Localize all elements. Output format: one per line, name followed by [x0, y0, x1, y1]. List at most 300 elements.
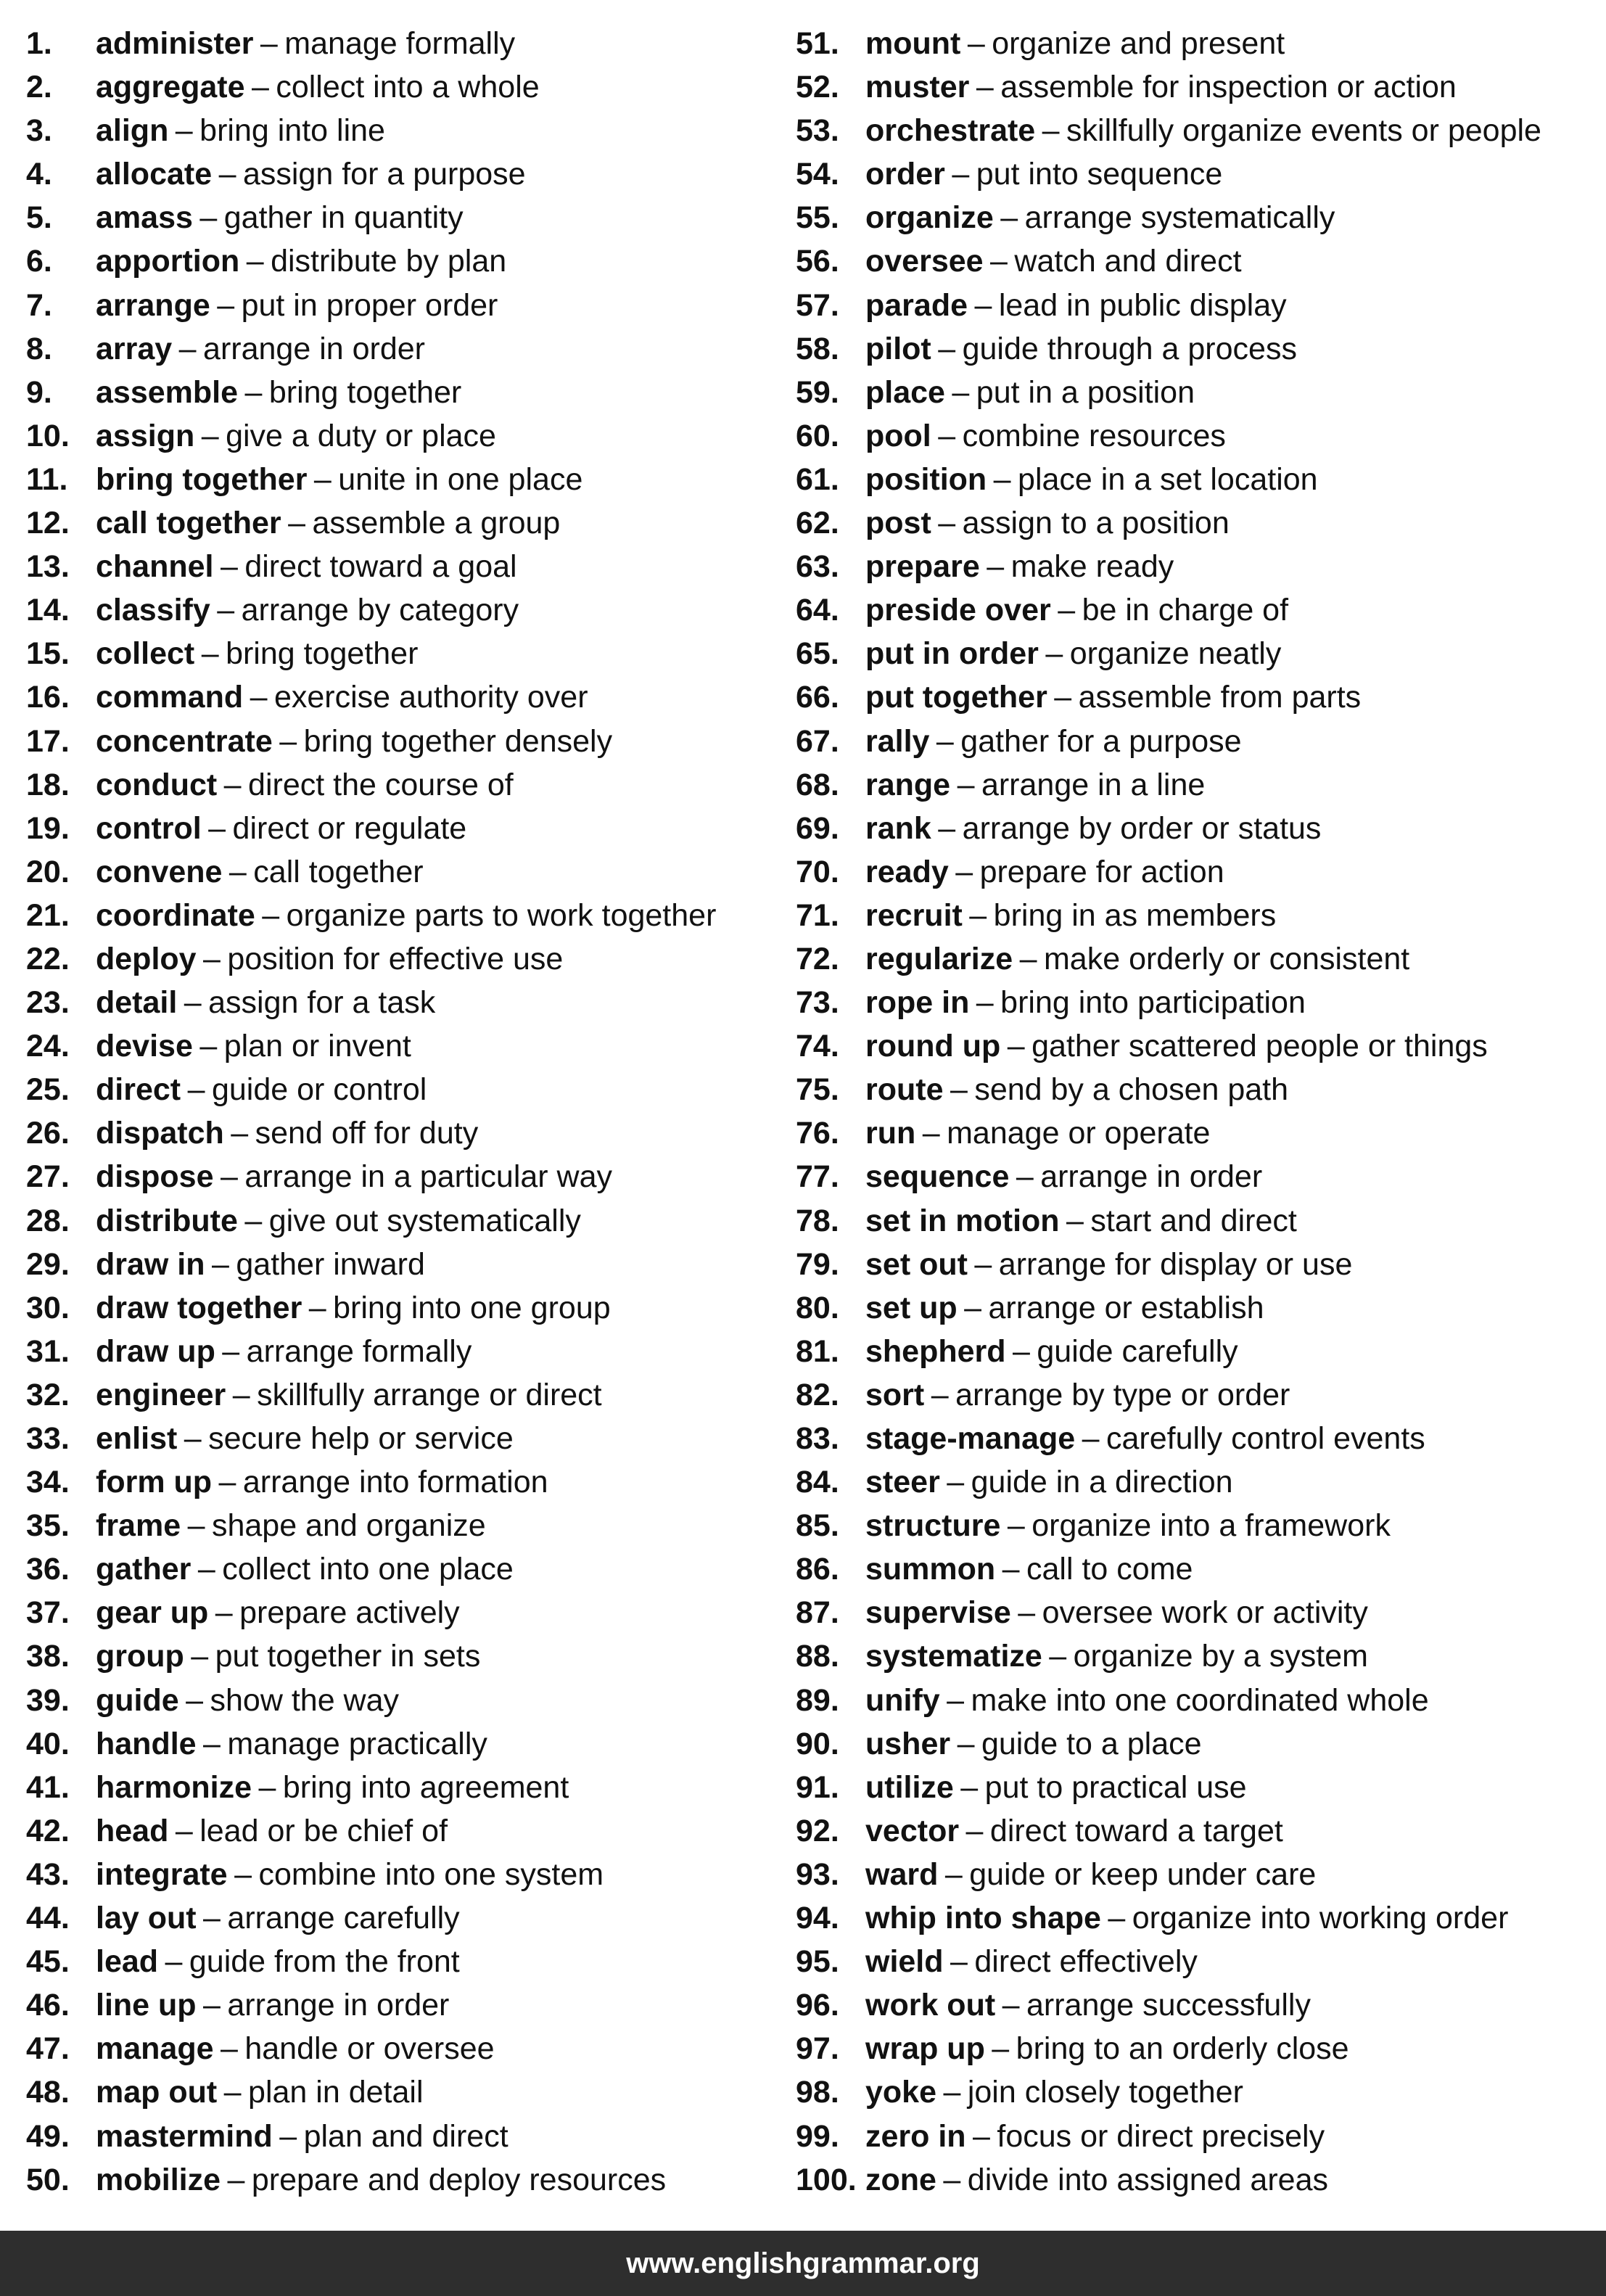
item-separator: –	[313, 461, 332, 497]
item-word: integrate	[96, 1856, 228, 1892]
item-word: line up	[96, 1988, 197, 2023]
item-separator: –	[1002, 1988, 1020, 2023]
item-word: wield	[865, 1944, 944, 1980]
list-item	[26, 327, 781, 371]
item-word: map out	[96, 2075, 218, 2110]
item-word: yoke	[865, 2075, 937, 2110]
item-separator: –	[944, 1856, 963, 1892]
item-word: shepherd	[865, 1333, 1006, 1369]
item-definition: focus or direct precisely	[997, 2118, 1325, 2154]
item-separator: –	[201, 418, 219, 453]
list-item	[26, 414, 781, 458]
item-definition: give out systematically	[268, 1203, 581, 1238]
item-number: 13.	[26, 549, 70, 585]
list-item	[796, 1504, 1606, 1547]
item-word: frame	[96, 1508, 181, 1544]
item-separator: –	[976, 70, 994, 105]
item-definition: guide carefully	[1037, 1333, 1238, 1369]
item-number: 25.	[26, 1072, 70, 1108]
item-separator: –	[308, 1290, 326, 1325]
item-number: 32.	[26, 1377, 70, 1412]
item-definition: put into sequence	[976, 157, 1223, 192]
item-word: vector	[865, 1813, 960, 1848]
item-number: 11.	[26, 461, 68, 497]
item-word: mobilize	[96, 2162, 221, 2197]
list-item	[26, 807, 781, 850]
item-word: set up	[865, 1290, 958, 1325]
list-item	[26, 1983, 781, 2027]
list-item	[796, 327, 1606, 371]
item-definition: organize by a system	[1073, 1639, 1368, 1674]
item-number: 27.	[26, 1159, 70, 1195]
item-number: 64.	[796, 593, 839, 628]
item-separator: –	[1049, 1639, 1067, 1674]
item-definition: combine resources	[962, 418, 1226, 453]
item-word: round up	[865, 1029, 1001, 1064]
item-separator: –	[279, 723, 297, 759]
item-separator: –	[952, 374, 970, 410]
item-word: stage-manage	[865, 1421, 1076, 1456]
item-definition: be in charge of	[1082, 593, 1289, 628]
item-definition: plan or invent	[223, 1029, 411, 1064]
item-separator: –	[218, 1465, 236, 1500]
item-definition: prepare for action	[979, 854, 1224, 889]
item-definition: bring to an orderly close	[1016, 2031, 1349, 2067]
item-word: systematize	[865, 1639, 1042, 1674]
item-separator: –	[244, 1203, 263, 1238]
item-definition: send by a chosen path	[974, 1072, 1289, 1108]
item-separator: –	[201, 636, 219, 672]
item-definition: bring into participation	[1000, 985, 1306, 1021]
item-separator: –	[203, 941, 221, 976]
item-word: rope in	[865, 985, 970, 1021]
item-number: 39.	[26, 1682, 70, 1718]
item-number: 99.	[796, 2118, 839, 2154]
item-separator: –	[1042, 113, 1060, 149]
list-item	[796, 2158, 1606, 2202]
item-number: 21.	[26, 897, 70, 933]
item-number: 56.	[796, 244, 839, 279]
item-definition: gather in quantity	[223, 200, 464, 236]
item-number: 75.	[796, 1072, 839, 1108]
item-number: 28.	[26, 1203, 70, 1238]
item-definition: arrange by category	[241, 593, 519, 628]
item-number: 16.	[26, 680, 70, 715]
item-word: mount	[865, 26, 961, 61]
item-word: preside over	[865, 593, 1051, 628]
item-word: structure	[865, 1508, 1001, 1544]
item-word: pool	[865, 418, 931, 453]
item-separator: –	[938, 418, 956, 453]
item-definition: organize neatly	[1069, 636, 1282, 672]
item-separator: –	[208, 810, 226, 846]
item-number: 50.	[26, 2162, 70, 2197]
item-definition: guide to a place	[981, 1726, 1202, 1761]
item-word: run	[865, 1116, 916, 1151]
item-separator: –	[976, 985, 994, 1021]
item-word: handle	[96, 1726, 197, 1761]
item-number: 47.	[26, 2031, 70, 2067]
item-word: organize	[865, 200, 994, 236]
item-word: rally	[865, 723, 930, 759]
item-word: lay out	[96, 1901, 197, 1936]
item-word: engineer	[96, 1377, 226, 1412]
item-number: 1.	[26, 26, 52, 61]
item-separator: –	[227, 2162, 245, 2197]
list-item	[26, 1155, 781, 1198]
item-word: mastermind	[96, 2118, 273, 2154]
list-item	[796, 501, 1606, 545]
item-separator: –	[1019, 941, 1037, 976]
item-separator: –	[1066, 1203, 1084, 1238]
list-item	[26, 1330, 781, 1373]
list-item	[796, 1286, 1606, 1330]
item-definition: assemble from parts	[1078, 680, 1362, 715]
item-number: 95.	[796, 1944, 839, 1980]
list-item	[796, 1199, 1606, 1243]
item-word: lead	[96, 1944, 159, 1980]
item-number: 49.	[26, 2118, 70, 2154]
item-definition: combine into one system	[258, 1856, 604, 1892]
item-number: 45.	[26, 1944, 70, 1980]
item-definition: gather for a purpose	[960, 723, 1242, 759]
item-separator: –	[969, 897, 987, 933]
item-word: position	[865, 461, 987, 497]
item-number: 46.	[26, 1988, 70, 2023]
item-word: parade	[865, 287, 968, 323]
item-definition: organize and present	[992, 26, 1285, 61]
list-item	[26, 1679, 781, 1722]
item-definition: watch and direct	[1014, 244, 1242, 279]
item-separator: –	[947, 1465, 965, 1500]
item-separator: –	[1058, 593, 1076, 628]
list-item	[26, 65, 781, 109]
item-definition: arrange in order	[203, 331, 426, 366]
item-separator: –	[1007, 1508, 1025, 1544]
item-definition: arrange by type or order	[955, 1377, 1290, 1412]
item-separator: –	[950, 1072, 968, 1108]
item-number: 84.	[796, 1465, 839, 1500]
item-separator: –	[217, 593, 235, 628]
list-item	[26, 850, 781, 894]
item-separator: –	[187, 1508, 205, 1544]
item-separator: –	[250, 680, 268, 715]
item-definition: manage practically	[227, 1726, 487, 1761]
item-word: route	[865, 1072, 944, 1108]
item-separator: –	[967, 26, 985, 61]
list-item	[26, 763, 781, 807]
list-item	[796, 720, 1606, 763]
item-definition: arrange in order	[227, 1988, 450, 2023]
item-definition: bring in as members	[993, 897, 1277, 933]
item-separator: –	[1108, 1901, 1126, 1936]
list-item	[796, 675, 1606, 719]
item-separator: –	[222, 1333, 240, 1369]
item-word: draw up	[96, 1333, 215, 1369]
list-item	[796, 1373, 1606, 1417]
item-number: 30.	[26, 1290, 70, 1325]
item-word: wrap up	[865, 2031, 985, 2067]
item-number: 76.	[796, 1116, 839, 1151]
item-number: 42.	[26, 1813, 70, 1848]
item-word: amass	[96, 200, 193, 236]
list-item	[796, 2027, 1606, 2070]
item-number: 14.	[26, 593, 70, 628]
item-number: 68.	[796, 767, 839, 802]
item-word: control	[96, 810, 202, 846]
item-separator: –	[990, 244, 1008, 279]
list-item	[796, 1940, 1606, 1983]
item-number: 31.	[26, 1333, 70, 1369]
item-definition: guide or keep under care	[969, 1856, 1317, 1892]
list-item	[26, 1417, 781, 1460]
item-number: 96.	[796, 1988, 839, 2023]
list-item	[26, 109, 781, 152]
item-separator: –	[178, 331, 197, 366]
item-number: 79.	[796, 1246, 839, 1282]
item-definition: lead in public display	[998, 287, 1287, 323]
word-list-column-left	[26, 22, 781, 2202]
item-definition: put in proper order	[241, 287, 498, 323]
item-separator: –	[223, 767, 242, 802]
item-number: 3.	[26, 113, 52, 149]
item-number: 41.	[26, 1769, 70, 1805]
item-word: set in motion	[865, 1203, 1060, 1238]
item-word: ward	[865, 1856, 939, 1892]
list-item	[796, 65, 1606, 109]
item-separator: –	[246, 244, 264, 279]
item-word: administer	[96, 26, 254, 61]
item-number: 54.	[796, 157, 839, 192]
item-separator: –	[1016, 1159, 1034, 1195]
list-item	[796, 1983, 1606, 2027]
list-item	[796, 894, 1606, 937]
item-word: collect	[96, 636, 195, 672]
item-definition: arrange in order	[1040, 1159, 1263, 1195]
item-number: 73.	[796, 985, 839, 1021]
item-separator: –	[943, 2075, 961, 2110]
item-word: recruit	[865, 897, 963, 933]
item-separator: –	[957, 767, 975, 802]
item-definition: divide into assigned areas	[967, 2162, 1328, 2197]
item-separator: –	[220, 1159, 238, 1195]
item-number: 51.	[796, 26, 839, 61]
item-word: unify	[865, 1682, 940, 1718]
item-separator: –	[199, 200, 218, 236]
item-separator: –	[218, 157, 236, 192]
item-number: 55.	[796, 200, 839, 236]
item-number: 58.	[796, 331, 839, 366]
list-item	[26, 894, 781, 937]
item-definition: direct toward a goal	[244, 549, 517, 585]
list-item	[796, 545, 1606, 588]
item-word: draw in	[96, 1246, 205, 1282]
item-separator: –	[1007, 1029, 1025, 1064]
list-item	[26, 1853, 781, 1896]
item-word: align	[96, 113, 169, 149]
list-item	[26, 1068, 781, 1111]
item-definition: put in a position	[976, 374, 1195, 410]
list-item	[26, 1940, 781, 1983]
item-number: 81.	[796, 1333, 839, 1369]
item-number: 91.	[796, 1769, 839, 1805]
item-definition: collect into a whole	[276, 70, 540, 105]
item-definition: start and direct	[1090, 1203, 1297, 1238]
item-number: 78.	[796, 1203, 839, 1238]
item-separator: –	[1018, 1595, 1036, 1631]
item-number: 6.	[26, 244, 52, 279]
item-definition: show the way	[210, 1682, 400, 1718]
item-word: regularize	[865, 941, 1013, 976]
item-number: 33.	[26, 1421, 70, 1456]
item-separator: –	[938, 506, 956, 541]
list-item	[26, 22, 781, 65]
footer-url[interactable]: www.englishgrammar.org	[626, 2247, 980, 2279]
item-definition: handle or oversee	[244, 2031, 495, 2067]
item-word: steer	[865, 1465, 940, 1500]
item-number: 66.	[796, 680, 839, 715]
item-word: devise	[96, 1029, 193, 1064]
item-word: call together	[96, 506, 281, 541]
item-definition: oversee work or activity	[1042, 1595, 1368, 1631]
list-item	[26, 152, 781, 196]
item-separator: –	[217, 287, 235, 323]
item-number: 100.	[796, 2162, 857, 2197]
list-item	[796, 371, 1606, 414]
list-item	[26, 1460, 781, 1504]
item-word: conduct	[96, 767, 218, 802]
item-definition: assemble for inspection or action	[1000, 70, 1457, 105]
item-word: direct	[96, 1072, 181, 1108]
item-definition: make ready	[1010, 549, 1174, 585]
item-separator: –	[288, 506, 306, 541]
list-item	[796, 1809, 1606, 1853]
item-definition: direct or regulate	[232, 810, 467, 846]
item-number: 65.	[796, 636, 839, 672]
item-number: 40.	[26, 1726, 70, 1761]
list-item	[26, 239, 781, 283]
item-word: detail	[96, 985, 178, 1021]
item-number: 9.	[26, 374, 52, 410]
list-item	[26, 2158, 781, 2202]
item-word: gather	[96, 1552, 192, 1587]
list-item	[796, 632, 1606, 675]
list-item	[26, 1766, 781, 1809]
list-item	[26, 981, 781, 1024]
item-number: 37.	[26, 1595, 70, 1631]
list-item	[26, 1111, 781, 1155]
item-word: put in order	[865, 636, 1039, 672]
item-number: 97.	[796, 2031, 839, 2067]
item-separator: –	[974, 287, 992, 323]
item-definition: gather scattered people or things	[1031, 1029, 1488, 1064]
list-item	[796, 1111, 1606, 1155]
item-separator: –	[1002, 1552, 1020, 1587]
item-word: draw together	[96, 1290, 302, 1325]
list-item	[796, 1024, 1606, 1068]
list-item	[796, 284, 1606, 327]
list-item	[26, 1243, 781, 1286]
item-word: place	[865, 374, 945, 410]
item-definition: assign for a task	[208, 985, 436, 1021]
item-number: 52.	[796, 70, 839, 105]
item-word: apportion	[96, 244, 240, 279]
list-item	[796, 1068, 1606, 1111]
item-separator: –	[228, 854, 247, 889]
list-item	[796, 1460, 1606, 1504]
item-number: 34.	[26, 1465, 70, 1500]
item-definition: position for effective use	[227, 941, 564, 976]
list-item	[796, 458, 1606, 501]
item-word: command	[96, 680, 244, 715]
item-separator: –	[943, 2162, 961, 2197]
item-number: 7.	[26, 287, 52, 323]
item-separator: –	[203, 1988, 221, 2023]
list-item	[796, 1155, 1606, 1198]
list-item	[796, 1243, 1606, 1286]
item-word: rank	[865, 810, 931, 846]
item-word: muster	[865, 70, 970, 105]
item-definition: bring into agreement	[282, 1769, 569, 1805]
item-separator: –	[993, 461, 1011, 497]
item-definition: direct effectively	[974, 1944, 1198, 1980]
list-item	[796, 414, 1606, 458]
item-separator: –	[938, 810, 956, 846]
item-number: 29.	[26, 1246, 70, 1282]
list-item	[26, 1199, 781, 1243]
list-item	[796, 1853, 1606, 1896]
list-item	[26, 720, 781, 763]
item-definition: put to practical use	[984, 1769, 1247, 1805]
item-definition: assemble a group	[312, 506, 561, 541]
item-number: 44.	[26, 1901, 70, 1936]
item-number: 22.	[26, 941, 70, 976]
list-item	[26, 1896, 781, 1940]
list-item	[796, 937, 1606, 981]
item-definition: guide through a process	[962, 331, 1297, 366]
item-word: assign	[96, 418, 195, 453]
item-word: summon	[865, 1552, 996, 1587]
item-number: 85.	[796, 1508, 839, 1544]
item-number: 2.	[26, 70, 52, 105]
list-item	[796, 1679, 1606, 1722]
list-item	[26, 2070, 781, 2114]
list-item	[796, 1634, 1606, 1678]
item-number: 74.	[796, 1029, 839, 1064]
item-definition: assign for a purpose	[242, 157, 526, 192]
list-item	[796, 1417, 1606, 1460]
item-definition: arrange carefully	[227, 1901, 460, 1936]
item-definition: arrange formally	[246, 1333, 472, 1369]
item-number: 94.	[796, 1901, 839, 1936]
item-number: 71.	[796, 897, 839, 933]
item-separator: –	[175, 1813, 193, 1848]
item-separator: –	[197, 1552, 215, 1587]
list-item	[26, 632, 781, 675]
item-separator: –	[175, 113, 193, 149]
item-number: 43.	[26, 1856, 70, 1892]
item-number: 59.	[796, 374, 839, 410]
item-separator: –	[187, 1072, 205, 1108]
item-number: 53.	[796, 113, 839, 149]
item-number: 88.	[796, 1639, 839, 1674]
list-item	[26, 588, 781, 632]
item-definition: direct the course of	[248, 767, 514, 802]
item-separator: –	[957, 1726, 975, 1761]
item-word: channel	[96, 549, 214, 585]
footer-bar	[0, 2231, 1606, 2296]
list-item	[796, 152, 1606, 196]
